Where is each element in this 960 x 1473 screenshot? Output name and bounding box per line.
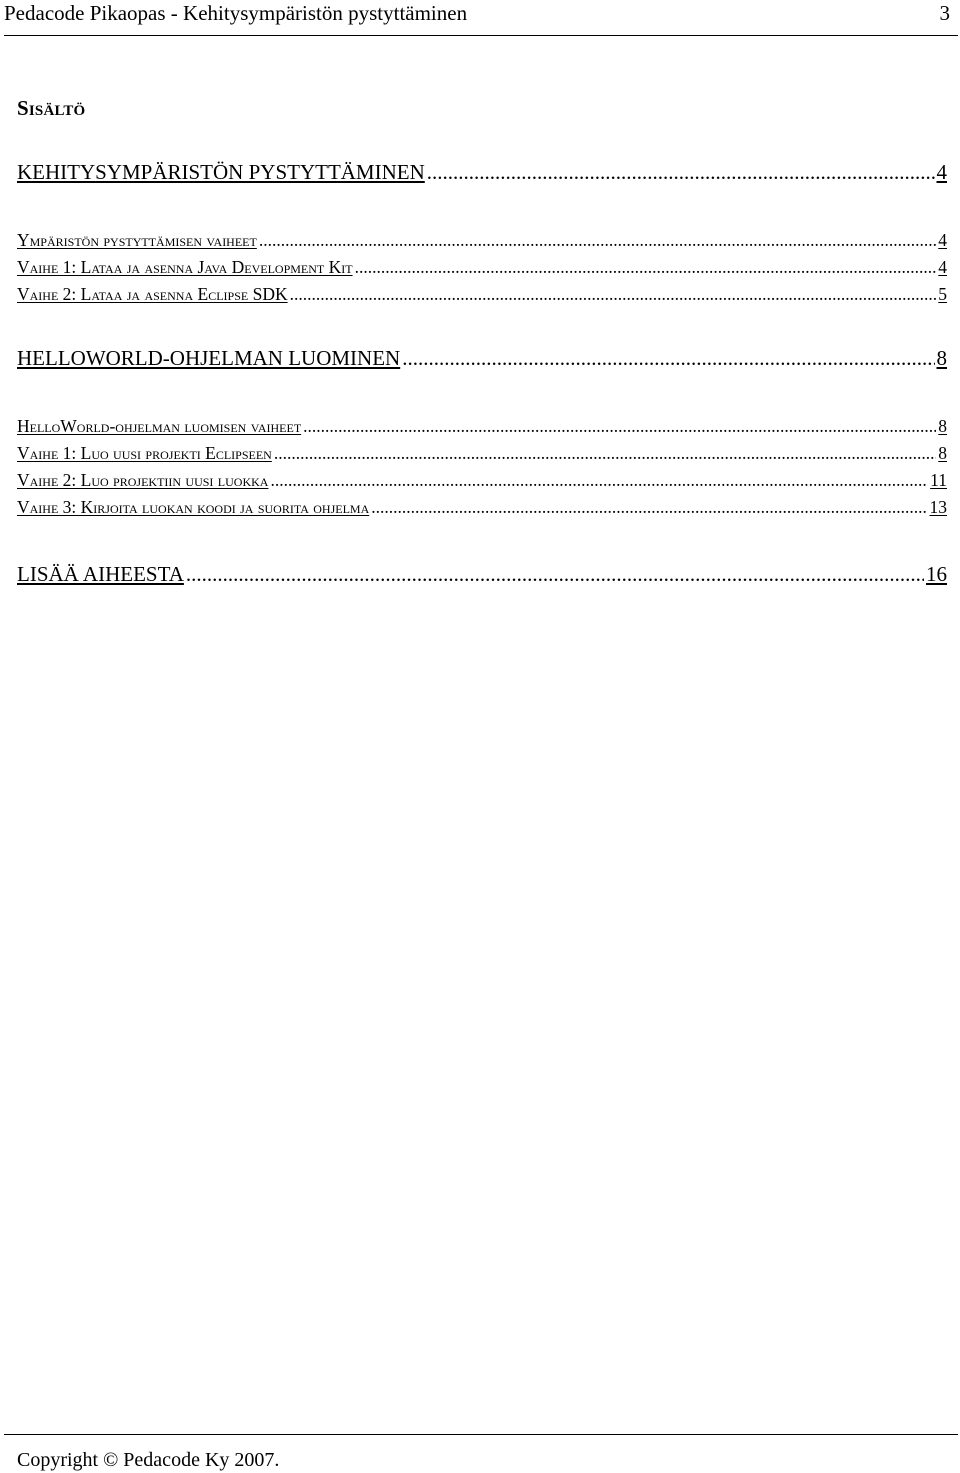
toc-entry-kirjoita-koodi[interactable] xyxy=(17,496,947,518)
header-page-number: 3 xyxy=(939,1,950,25)
page-header xyxy=(4,0,958,36)
toc-entry-page: 16 xyxy=(926,562,947,586)
toc-entry-label: Ympäristön pystyttämisen vaiheet xyxy=(17,230,257,250)
toc-dot-leader xyxy=(303,415,936,433)
toc-entry-ympariston-vaiheet[interactable] xyxy=(17,229,947,251)
toc-entry-label: Vaihe 2: Luo projektiin uusi luokka xyxy=(17,470,269,490)
toc-heading: Sisältö xyxy=(17,96,86,120)
toc-entry-label: Vaihe 3: Kirjoita luokan koodi ja suorita ohjelma xyxy=(17,497,370,517)
toc-entry-luo-luokka[interactable] xyxy=(17,469,947,491)
toc-entry-lisaa-aiheesta[interactable] xyxy=(17,562,947,586)
toc-entry-lataa-jdk[interactable] xyxy=(17,256,947,278)
toc-entry-page: 8 xyxy=(936,346,947,370)
toc-entry-luo-projekti[interactable] xyxy=(17,442,947,464)
toc-entry-label: Vaihe 1: Luo uusi projekti Eclipseen xyxy=(17,443,272,463)
toc-entry-lataa-eclipse[interactable] xyxy=(17,283,947,305)
toc-entry-label: Vaihe 2: Lataa ja asenna Eclipse SDK xyxy=(17,284,288,304)
footer-copyright: Copyright © Pedacode Ky 2007. xyxy=(17,1449,280,1471)
toc-entry-page: 4 xyxy=(936,160,947,184)
toc-entry-helloworld-luominen[interactable] xyxy=(17,346,947,370)
toc-dot-leader xyxy=(186,562,924,583)
toc-dot-leader xyxy=(274,442,936,460)
header-title: Pedacode Pikaopas - Kehitysympäristön pystyttäminen xyxy=(4,1,468,25)
toc-entry-page: 5 xyxy=(938,284,947,304)
toc-entry-page: 11 xyxy=(930,470,947,490)
toc-entry-label: HELLOWORLD-OHJELMAN LUOMINEN xyxy=(17,346,401,370)
toc-dot-leader xyxy=(355,256,937,274)
toc-entry-label: LISÄÄ AIHEESTA xyxy=(17,562,184,586)
toc-entry-page: 13 xyxy=(929,497,947,517)
toc-entry-label: Vaihe 1: Lataa ja asenna Java Development Kit xyxy=(17,257,353,277)
toc-dot-leader xyxy=(290,283,937,301)
toc-entry-helloworld-vaiheet[interactable] xyxy=(17,415,947,437)
toc-entry-page: 4 xyxy=(938,230,947,250)
toc-entry-page: 8 xyxy=(938,443,947,463)
toc-entry-page: 8 xyxy=(938,416,947,436)
toc-entry-label: KEHITYSYMPÄRISTÖN PYSTYTTÄMINEN xyxy=(17,160,425,184)
toc-dot-leader xyxy=(259,229,936,247)
toc-entry-page: 4 xyxy=(938,257,947,277)
toc-dot-leader xyxy=(270,469,928,487)
toc-dot-leader xyxy=(427,160,935,181)
toc-entry-kehitysympariston-pystyttaminen[interactable] xyxy=(17,160,947,184)
footer-divider xyxy=(4,1434,958,1435)
toc-dot-leader xyxy=(402,346,934,367)
toc-dot-leader xyxy=(371,496,927,514)
toc-entry-label: HelloWorld-ohjelman luomisen vaiheet xyxy=(17,416,302,436)
